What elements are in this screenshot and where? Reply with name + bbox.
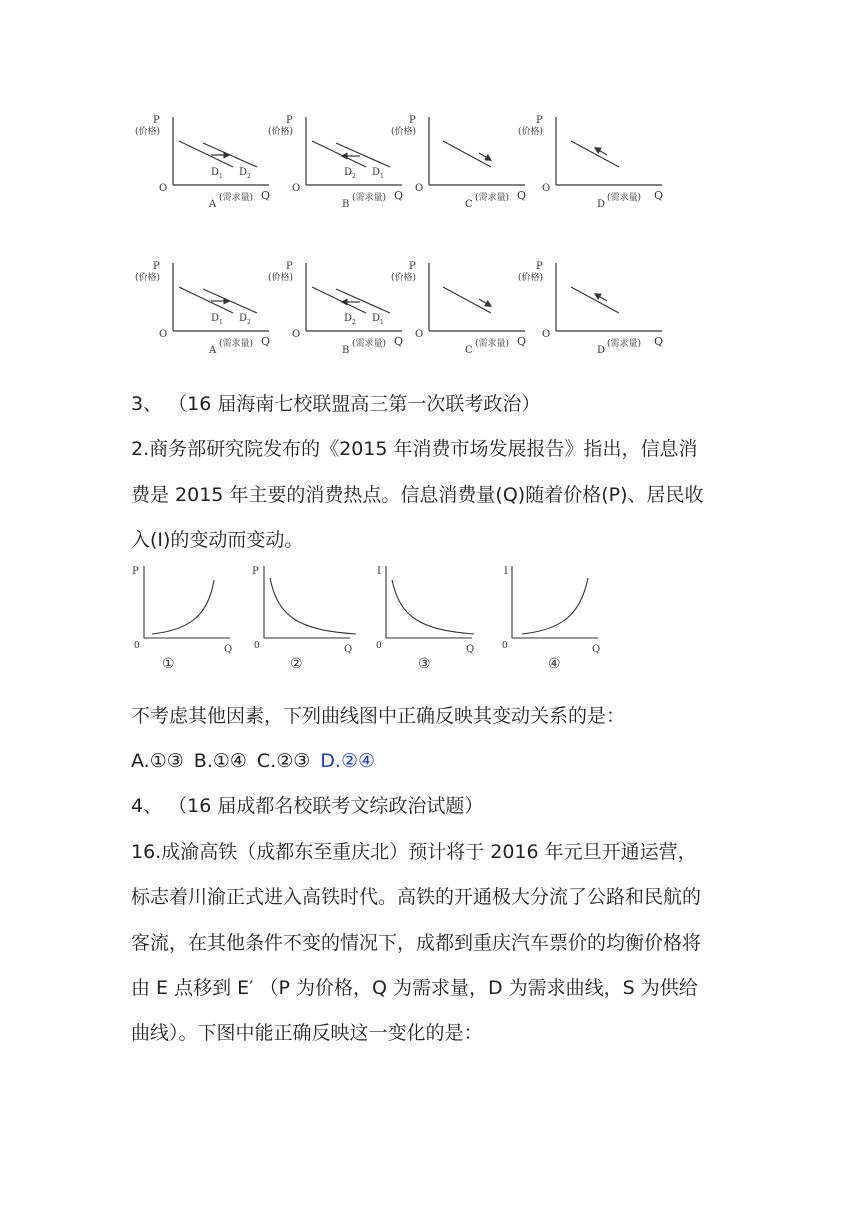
x-axis-label: Q — [592, 644, 601, 655]
panel-letter: A — [209, 345, 217, 356]
axis-qty-label: (需求量) — [219, 193, 254, 203]
axis-qty-label: (需求量) — [475, 339, 510, 349]
q3-options — [131, 749, 375, 773]
demand-figure-row-2 — [131, 259, 671, 359]
axis-p-label: P — [409, 115, 416, 126]
q3-stem-line: 入(I)的变动而变动。 — [131, 529, 304, 551]
convex-rising-curve — [152, 580, 214, 634]
axis-price-label: (价格) — [268, 127, 294, 137]
axis-p-label: P — [536, 261, 543, 272]
q3-stem-line: 费是 2015 年主要的消费热点。信息消费量(Q)随着价格(P)、居民收 — [131, 484, 704, 506]
y-axis-label: P — [132, 566, 139, 577]
panel-letter: D — [597, 345, 606, 356]
d-right-label: D — [372, 167, 381, 178]
q3-stem-line: 2.商务部研究院发布的《2015 年消费市场发展报告》指出，信息消 — [131, 438, 698, 460]
origin-label: O — [415, 329, 424, 340]
figure-number: ② — [290, 656, 303, 672]
panel-c — [391, 261, 526, 356]
axis-q-label: Q — [261, 335, 271, 348]
panel-b — [268, 115, 403, 210]
q4-stem-line: 由 E 点移到 E′ （P 为价格，Q 为需求量，D 为需求曲线，S 为供给 — [131, 977, 698, 999]
origin-label: O — [159, 329, 168, 340]
axis-p-label: P — [536, 115, 543, 126]
panel-d — [518, 115, 663, 210]
axis-q-label: Q — [517, 189, 527, 202]
movement-arrow-down — [479, 299, 489, 305]
axis-q-label: Q — [517, 335, 527, 348]
q4-stem-line: 客流，在其他条件不变的情况下，成都到重庆汽车票价的均衡价格将 — [131, 932, 702, 954]
origin-label: O — [542, 183, 551, 194]
demand-curve — [571, 141, 619, 167]
panel-a — [135, 261, 270, 356]
d-left-sub: 2 — [352, 319, 356, 326]
panel-c — [391, 115, 526, 210]
axis-p-label: P — [409, 261, 416, 272]
y-axis-label: I — [504, 566, 508, 577]
d-right-sub: 1 — [380, 319, 384, 326]
axis-price-label: (价格) — [135, 273, 161, 283]
y-axis-label: P — [252, 566, 259, 577]
axis-q-label: Q — [654, 189, 664, 202]
curve-graph-4 — [502, 566, 600, 672]
x-axis-label: Q — [344, 644, 353, 655]
demand-curve-d1 — [336, 289, 390, 313]
axis-q-label: Q — [261, 189, 271, 202]
panel-letter: B — [342, 199, 350, 210]
q3-heading: 3、 （16 届海南七校联盟高三第一次联考政治） — [131, 393, 541, 415]
q3-question: 不考虑其他因素，下列曲线图中正确反映其变动关系的是： — [131, 705, 626, 727]
option-d-answer: D.②④ — [320, 750, 376, 772]
axis-q-label: Q — [394, 189, 404, 202]
figure-number: ④ — [548, 656, 561, 672]
curve-graph-1 — [132, 566, 232, 672]
axis-qty-label: (需求量) — [607, 339, 642, 349]
axis-qty-label: (需求量) — [352, 193, 387, 203]
axis-qty-label: (需求量) — [352, 339, 387, 349]
q3-curve-figures — [128, 562, 608, 677]
d-left-label: D — [211, 313, 220, 324]
axis-p-label: P — [286, 261, 293, 272]
axis-p-label: P — [153, 261, 160, 272]
option-b: B.①④ — [193, 750, 247, 772]
panel-a — [135, 115, 270, 210]
origin-label: O — [542, 329, 551, 340]
y-axis-label: I — [377, 566, 381, 577]
x-axis-label: Q — [466, 644, 475, 655]
axis-p-label: P — [286, 115, 293, 126]
figure-number: ① — [162, 656, 175, 672]
option-a: A.①③ — [131, 750, 184, 772]
q4-stem-line: 曲线）。下图中能正确反映这一变化的是： — [131, 1022, 483, 1044]
d-right-sub: 2 — [247, 173, 251, 180]
origin-label: 0 — [134, 641, 140, 651]
movement-arrow-up — [597, 149, 607, 155]
d-left-sub: 1 — [219, 173, 223, 180]
d-left-sub: 1 — [219, 319, 223, 326]
curve-graph-3 — [376, 566, 474, 672]
panel-letter: D — [597, 199, 606, 210]
curve-graph-2 — [252, 566, 356, 672]
d-right-label: D — [372, 313, 381, 324]
d-left-sub: 2 — [352, 173, 356, 180]
panel-letter: B — [342, 345, 350, 356]
panel-letter: A — [209, 199, 217, 210]
axis-qty-label: (需求量) — [607, 193, 642, 203]
d-right-label: D — [239, 167, 248, 178]
origin-label: O — [292, 329, 301, 340]
demand-curve — [443, 141, 491, 167]
d-left-label: D — [344, 313, 353, 324]
panel-b — [268, 261, 403, 356]
axis-qty-label: (需求量) — [475, 193, 510, 203]
axis-p-label: P — [153, 115, 160, 126]
axis-price-label: (价格) — [268, 273, 294, 283]
q4-stem-line: 16.成渝高铁（成都东至重庆北）预计将于 2016 年元旦开通运营， — [131, 841, 697, 863]
d-left-label: D — [211, 167, 220, 178]
movement-arrow-up — [597, 295, 607, 301]
q4-heading: 4、 （16 届成都名校联考文综政治试题） — [131, 795, 484, 817]
origin-label: 0 — [502, 641, 508, 651]
origin-label: O — [415, 183, 424, 194]
origin-label: O — [292, 183, 301, 194]
axis-price-label: (价格) — [391, 273, 417, 283]
movement-arrow-down — [479, 153, 489, 159]
demand-curve — [443, 287, 491, 313]
demand-curve — [571, 287, 619, 313]
convex-rising-curve — [522, 578, 588, 634]
d-right-sub: 1 — [380, 173, 384, 180]
panel-letter: C — [465, 199, 473, 210]
demand-curve-d1 — [336, 143, 390, 167]
panel-d — [518, 261, 663, 356]
axis-price-label: (价格) — [135, 127, 161, 137]
convex-falling-curve — [270, 578, 356, 634]
x-axis-label: Q — [224, 644, 233, 655]
demand-figure-row-1 — [131, 113, 671, 213]
d-right-sub: 2 — [247, 319, 251, 326]
q4-stem-line: 标志着川渝正式进入高铁时代。高铁的开通极大分流了公路和民航的 — [131, 886, 702, 908]
origin-label: O — [159, 183, 168, 194]
d-right-label: D — [239, 313, 248, 324]
axis-price-label: (价格) — [518, 127, 544, 137]
panel-letter: C — [465, 345, 473, 356]
axis-qty-label: (需求量) — [219, 339, 254, 349]
origin-label: 0 — [376, 641, 382, 651]
axis-q-label: Q — [654, 335, 664, 348]
option-c: C.②③ — [256, 750, 311, 772]
convex-falling-curve — [392, 580, 474, 634]
axis-price-label: (价格) — [391, 127, 417, 137]
axis-price-label: (价格) — [518, 273, 544, 283]
d-left-label: D — [344, 167, 353, 178]
figure-number: ③ — [418, 656, 431, 672]
origin-label: 0 — [254, 641, 260, 651]
axis-q-label: Q — [394, 335, 404, 348]
